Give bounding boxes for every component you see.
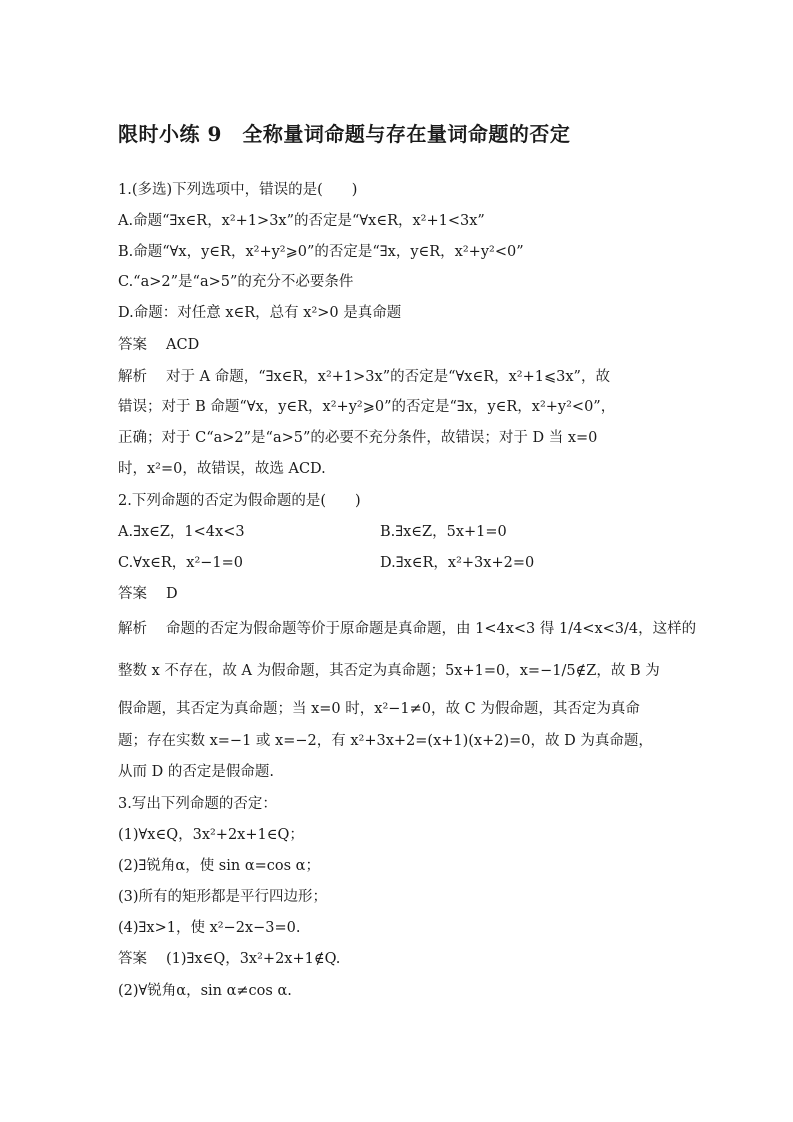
- q2-analysis-line: 题；存在实数 x=−1 或 x=−2，有 x²+3x+2=(x+1)(x+2)=0，故 D 为真命题，: [118, 733, 653, 749]
- q1-answer: [118, 335, 199, 355]
- q1-option-d: D.命题：对任意 x∈R，总有 x²>0 是真命题: [118, 305, 402, 321]
- q2-analysis-line: 假命题，其否定为真命题；当 x=0 时，x²−1≠0，故 C 为假命题，其否定为真命: [118, 701, 640, 717]
- analysis-label: 解析: [118, 369, 147, 385]
- q3-item: (2)∃锐角α，使 sin α=cos α；: [118, 858, 320, 874]
- answer-label: 答案: [118, 951, 147, 967]
- answer-value: D: [166, 586, 178, 602]
- q1-option-c: C.“a>2”是“a>5”的充分不必要条件: [118, 274, 354, 290]
- q1-analysis-line: 正确；对于 C“a>2”是“a>5”的必要不充分条件，故错误；对于 D 当 x=0: [118, 430, 598, 446]
- q1-stem: 1.(多选)下列选项中，错误的是( ): [118, 182, 358, 198]
- q2-option-a: A.∃x∈Z，1<4x<3: [118, 524, 245, 540]
- q3-item: (3)所有的矩形都是平行四边形；: [118, 889, 328, 905]
- answer-value: (1)∃x∈Q，3x²+2x+1∉Q.: [166, 951, 341, 967]
- analysis-text: 命题的否定为假命题等价于原命题是真命题，由 1<4x<3 得 1/4<x<3/4，这样的: [166, 621, 697, 637]
- q3-answer: [118, 949, 340, 969]
- q1-analysis-line: 时，x²=0，故错误，故选 ACD.: [118, 461, 326, 477]
- answer-value: ACD: [166, 337, 200, 353]
- q1-analysis-line: [118, 367, 610, 387]
- answer-label: 答案: [118, 337, 147, 353]
- analysis-text: 对于 A 命题，“∃x∈R，x²+1>3x”的否定是“∀x∈R，x²+1⩽3x”，故: [166, 369, 610, 385]
- q2-answer: [118, 584, 178, 604]
- q1-analysis-line: 错误；对于 B 命题“∀x，y∈R，x²+y²⩾0”的否定是“∃x，y∈R，x²+y²<0”，: [118, 399, 616, 415]
- answer-label: 答案: [118, 586, 147, 602]
- q2-option-c: C.∀x∈R，x²−1=0: [118, 555, 244, 571]
- q2-option-d: D.∃x∈R，x²+3x+2=0: [380, 555, 535, 571]
- q2-analysis-line: 整数 x 不存在，故 A 为假命题，其否定为真命题；5x+1=0，x=−1/5∉Z，故 B 为: [118, 663, 660, 679]
- q3-item: (1)∀x∈Q，3x²+2x+1∈Q；: [118, 827, 304, 843]
- q2-analysis-line: 从而 D 的否定是假命题.: [118, 764, 274, 780]
- q1-option-a: A.命题“∃x∈R，x²+1>3x”的否定是“∀x∈R，x²+1<3x”: [118, 213, 485, 229]
- q3-stem: 3.写出下列命题的否定：: [118, 796, 277, 812]
- q3-answer-line: (2)∀锐角α，sin α≠cos α.: [118, 983, 292, 999]
- q3-item: (4)∃x>1，使 x²−2x−3=0.: [118, 920, 301, 936]
- analysis-label: 解析: [118, 621, 147, 637]
- q2-stem: 2.下列命题的否定为假命题的是( ): [118, 493, 361, 509]
- q2-analysis-line: [118, 619, 696, 639]
- page-title: 限时小练 9 全称量词命题与存在量词命题的否定: [118, 122, 571, 146]
- q2-option-b: B.∃x∈Z，5x+1=0: [380, 524, 507, 540]
- q1-option-b: B.命题“∀x，y∈R，x²+y²⩾0”的否定是“∃x，y∈R，x²+y²<0”: [118, 244, 524, 260]
